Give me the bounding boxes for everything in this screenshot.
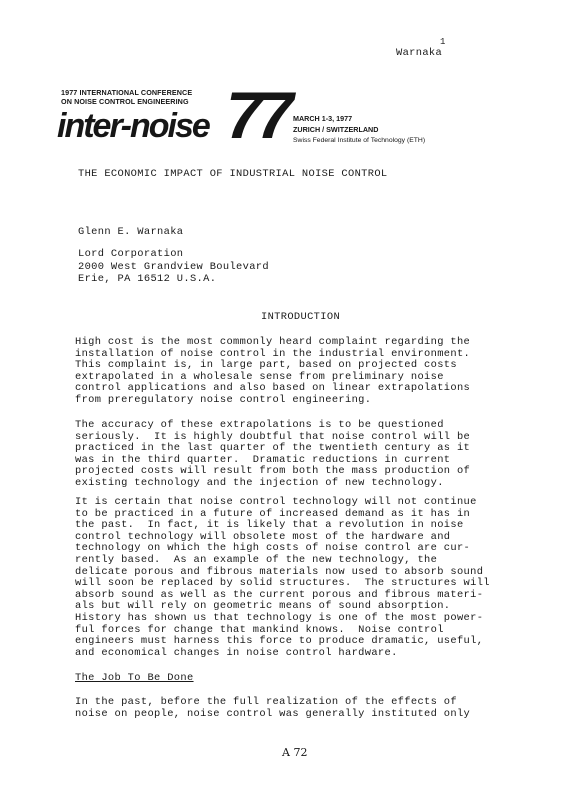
conference-year: 77 [226, 78, 288, 152]
text-line: existing technology and the injection of new technology. [75, 476, 444, 489]
text-line: absorb sound as well as the current porous and fibrous materi- [75, 588, 484, 601]
page-number: 1 [440, 37, 446, 47]
text-line: This complaint is, in large part, based on projected costs [75, 359, 457, 372]
text-line: delicate porous and fibrous materials now used to absorb sound [75, 565, 484, 578]
text-line: control applications and also based on linear extrapolations [75, 382, 471, 395]
text-line: ful forces for change that mankind knows. Noise control [75, 623, 444, 636]
text-line: rently based. As an example of the new technology, the [75, 553, 438, 566]
text-line: installation of noise control in the industrial environment. [75, 347, 471, 360]
text-line: practiced in the last quarter of the twentieth century as it [75, 442, 471, 455]
text-line: In the past, before the full realization of the effects of [75, 696, 457, 708]
conference-logo: inter-noise [57, 107, 209, 145]
text-line: control technology will obsolete most of the hardware and [75, 530, 451, 543]
text-line: engineers must harness this force to produce dramatic, useful, [75, 635, 484, 648]
paragraph [75, 697, 495, 720]
text-line: It is certain that noise control technology will not continue [75, 496, 477, 508]
text-line: noise on people, noise control was generally instituted only [75, 707, 471, 720]
text-line: projected costs will result from both the mass production of [75, 465, 471, 478]
conference-city: ZURICH / SWITZERLAND [293, 125, 379, 134]
text-line: to be practiced in a future of increased demand as it has in [75, 507, 471, 520]
subsection-heading-job: The Job To Be Done [75, 672, 194, 684]
text-line: technology on which the high costs of noise control are cur- [75, 542, 471, 555]
text-line: seriously. It is highly doubtful that noise control will be [75, 430, 471, 443]
author-name: Glenn E. Warnaka [78, 226, 184, 238]
conference-name-line1: 1977 INTERNATIONAL CONFERENCE [61, 88, 193, 97]
conference-name-line2: ON NOISE CONTROL ENGINEERING [61, 97, 189, 106]
affiliation-line: 2000 West Grandview Boulevard [78, 261, 269, 273]
affiliation-line: Lord Corporation [78, 248, 184, 260]
section-heading-introduction: INTRODUCTION [261, 311, 341, 323]
paragraph [75, 337, 495, 407]
text-line: The accuracy of these extrapolations is to be questioned [75, 419, 444, 431]
paragraph [75, 420, 495, 490]
affiliation-line: Erie, PA 16512 U.S.A. [78, 273, 217, 285]
text-line: from preregulatory noise control engineering. [75, 393, 372, 406]
text-line: als but will rely on geometric means of sound absorption. [75, 600, 451, 613]
text-line: High cost is the most commonly heard complaint regarding the [75, 336, 471, 348]
footer-page-label: A 72 [282, 746, 308, 759]
conference-date: MARCH 1-3, 1977 [293, 114, 353, 123]
text-line: the past. In fact, it is likely that a revolution in noise [75, 519, 464, 532]
text-line: History has shown us that technology is one of the most power- [75, 611, 484, 624]
conference-institute: Swiss Federal Institute of Technology (ETH) [293, 137, 426, 144]
text-line: and economical changes in noise control hardware. [75, 646, 398, 659]
paragraph [75, 497, 495, 659]
paper-title: THE ECONOMIC IMPACT OF INDUSTRIAL NOISE CONTROL [78, 168, 388, 180]
text-line: extrapolated in a wholesale sense from preliminary noise [75, 370, 444, 383]
running-author: Warnaka [396, 47, 443, 59]
text-line: will soon be replaced by solid structures. The structures will [75, 577, 490, 590]
text-line: was in the third quarter. Dramatic reductions in current [75, 453, 451, 466]
